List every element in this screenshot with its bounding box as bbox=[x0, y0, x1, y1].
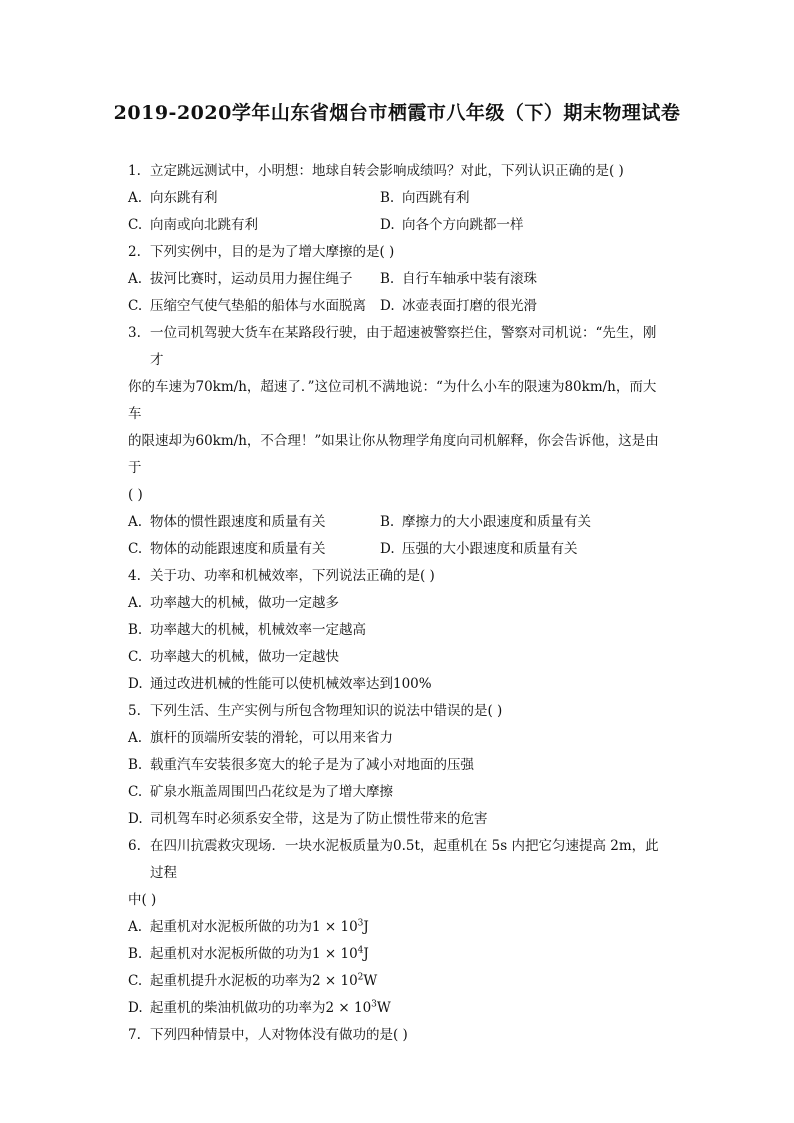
option-letter: D. bbox=[380, 298, 395, 314]
option-a bbox=[128, 266, 380, 293]
question-text-continued: 你的车速为70km/h，超速了．”这位司机不满地说：“为什么小车的限速为80km/h，而大车 bbox=[128, 379, 657, 422]
option-b bbox=[128, 617, 668, 644]
option-letter: B. bbox=[380, 190, 395, 206]
question-stem bbox=[128, 1022, 668, 1049]
option-d bbox=[380, 293, 632, 320]
question-stem bbox=[128, 158, 668, 185]
question-stem bbox=[128, 239, 668, 266]
question-text: 下列四种情景中，人对物体没有做功的是( ) bbox=[150, 1027, 408, 1043]
option-text: 压强的大小跟速度和质量有关 bbox=[402, 541, 578, 557]
option-a bbox=[128, 185, 380, 212]
option-a bbox=[128, 509, 380, 536]
option-text: 向东跳有利 bbox=[150, 190, 218, 206]
option-letter: C. bbox=[128, 298, 143, 314]
options-row bbox=[128, 968, 668, 995]
option-text: 功率越大的机械，做功一定越多 bbox=[150, 595, 339, 611]
option-letter: D. bbox=[128, 811, 143, 827]
question-text-continued: 中( ) bbox=[128, 892, 157, 908]
unit: W bbox=[363, 973, 378, 989]
option-text: 司机驾车时必须系安全带，这是为了防止惯性带来的危害 bbox=[150, 811, 488, 827]
option-d bbox=[380, 536, 632, 563]
question-stem bbox=[128, 320, 668, 374]
question-list bbox=[128, 158, 668, 1049]
option-letter: D. bbox=[380, 541, 395, 557]
question-text: 一位司机驾驶大货车在某路段行驶，由于超速被警察拦住，警察对司机说：“先生，刚才 bbox=[150, 325, 657, 368]
option-d bbox=[128, 806, 668, 833]
question-number: 5. bbox=[128, 703, 141, 719]
question-text-continued: ( ) bbox=[128, 487, 143, 503]
option-text bbox=[150, 914, 369, 941]
option-text-main: 起重机对水泥板所做的功为1 × 10 bbox=[150, 946, 358, 962]
exponent: 3 bbox=[357, 918, 364, 929]
option-c bbox=[128, 644, 668, 671]
unit: W bbox=[376, 1000, 391, 1016]
question-stem bbox=[128, 833, 668, 887]
question-number: 2. bbox=[128, 244, 141, 260]
options-row bbox=[128, 914, 668, 941]
question-text: 在四川抗震救灾现场．一块水泥板质量为0.5t，起重机在 5s 内把它匀速提高 2m，此过程 bbox=[150, 838, 659, 881]
option-letter: C. bbox=[128, 784, 143, 800]
exponent: 4 bbox=[357, 945, 364, 956]
option-b bbox=[380, 266, 632, 293]
options-row bbox=[128, 509, 668, 536]
exponent: 3 bbox=[371, 999, 377, 1010]
option-letter: A. bbox=[128, 190, 143, 206]
options-row bbox=[128, 725, 668, 752]
option-text: 旗杆的顶端所安装的滑轮，可以用来省力 bbox=[150, 730, 393, 746]
option-text: 功率越大的机械，机械效率一定越高 bbox=[150, 622, 366, 638]
option-c bbox=[128, 536, 380, 563]
question-text: 下列生活、生产实例与所包含物理知识的说法中错误的是( ) bbox=[150, 703, 503, 719]
question-4 bbox=[128, 563, 668, 698]
question-number: 7. bbox=[128, 1027, 141, 1043]
option-letter: C. bbox=[128, 217, 143, 233]
options-row bbox=[128, 590, 668, 617]
question-2 bbox=[128, 239, 668, 320]
option-letter: A. bbox=[128, 514, 143, 530]
option-text bbox=[150, 995, 391, 1022]
unit: J bbox=[363, 946, 369, 962]
option-text-main: 起重机的柴油机做功的功率为2 × 10 bbox=[150, 1000, 372, 1016]
option-letter: D. bbox=[380, 217, 395, 233]
option-text bbox=[150, 968, 377, 995]
options-row bbox=[128, 293, 668, 320]
exam-title: 2019-2020学年山东省烟台市栖霞市八年级（下）期末物理试卷 bbox=[113, 102, 681, 124]
options-row bbox=[128, 995, 668, 1022]
unit: J bbox=[363, 919, 369, 935]
option-text: 向各个方向跳都一样 bbox=[402, 217, 524, 233]
options-row bbox=[128, 617, 668, 644]
options-row bbox=[128, 941, 668, 968]
question-7 bbox=[128, 1022, 668, 1049]
option-c bbox=[128, 212, 380, 239]
option-letter: D. bbox=[128, 1000, 143, 1016]
options-row bbox=[128, 212, 668, 239]
question-stem bbox=[128, 563, 668, 590]
question-number: 3. bbox=[128, 325, 141, 341]
option-c bbox=[128, 968, 668, 995]
option-b bbox=[380, 509, 632, 536]
option-c bbox=[128, 779, 668, 806]
option-letter: B. bbox=[380, 271, 395, 287]
option-text-main: 起重机对水泥板所做的功为1 × 10 bbox=[150, 919, 358, 935]
option-b bbox=[128, 941, 668, 968]
option-text: 摩擦力的大小跟速度和质量有关 bbox=[402, 514, 591, 530]
question-text: 立定跳远测试中，小明想：地球自转会影响成绩吗？对此，下列认识正确的是( ) bbox=[150, 163, 624, 179]
option-text: 向南或向北跳有利 bbox=[150, 217, 258, 233]
question-3 bbox=[128, 320, 668, 563]
option-text: 通过改进机械的性能可以使机械效率达到100% bbox=[150, 676, 432, 692]
option-d bbox=[128, 995, 668, 1022]
options-row bbox=[128, 185, 668, 212]
option-letter: C. bbox=[128, 541, 143, 557]
option-d bbox=[380, 212, 632, 239]
question-number: 1. bbox=[128, 163, 141, 179]
option-letter: B. bbox=[128, 946, 143, 962]
option-letter: A. bbox=[128, 730, 143, 746]
options-row bbox=[128, 644, 668, 671]
question-6 bbox=[128, 833, 668, 1022]
option-text: 载重汽车安装很多宽大的轮子是为了减小对地面的压强 bbox=[150, 757, 474, 773]
option-text: 矿泉水瓶盖周围凹凸花纹是为了增大摩擦 bbox=[150, 784, 393, 800]
option-b bbox=[380, 185, 632, 212]
question-5 bbox=[128, 698, 668, 833]
option-text: 功率越大的机械，做功一定越快 bbox=[150, 649, 339, 665]
option-letter: B. bbox=[380, 514, 395, 530]
option-b bbox=[128, 752, 668, 779]
question-1 bbox=[128, 158, 668, 239]
options-row bbox=[128, 266, 668, 293]
option-text: 压缩空气使气垫船的船体与水面脱离 bbox=[150, 298, 366, 314]
option-letter: C. bbox=[128, 649, 143, 665]
option-text bbox=[150, 941, 369, 968]
option-a bbox=[128, 725, 668, 752]
options-row bbox=[128, 752, 668, 779]
option-letter: A. bbox=[128, 271, 143, 287]
option-letter: A. bbox=[128, 595, 143, 611]
question-text: 关于功、功率和机械效率，下列说法正确的是( ) bbox=[150, 568, 435, 584]
option-letter: A. bbox=[128, 919, 143, 935]
option-letter: D. bbox=[128, 676, 143, 692]
option-d bbox=[128, 671, 668, 698]
option-text: 向西跳有利 bbox=[402, 190, 470, 206]
option-letter: B. bbox=[128, 757, 143, 773]
question-number: 6. bbox=[128, 838, 141, 854]
option-text-main: 起重机提升水泥板的功率为2 × 10 bbox=[150, 973, 358, 989]
options-row bbox=[128, 779, 668, 806]
option-text: 拔河比赛时，运动员用力握住绳子 bbox=[150, 271, 353, 287]
option-letter: C. bbox=[128, 973, 143, 989]
option-a bbox=[128, 590, 668, 617]
option-c bbox=[128, 293, 380, 320]
question-text-continued: 的限速却为60km/h，不合理！”如果让你从物理学角度向司机解释，你会告诉他，这是由于 bbox=[128, 433, 659, 476]
options-row bbox=[128, 536, 668, 563]
exponent: 2 bbox=[357, 972, 364, 983]
option-text: 冰壶表面打磨的很光滑 bbox=[402, 298, 537, 314]
options-row bbox=[128, 671, 668, 698]
question-number: 4. bbox=[128, 568, 141, 584]
options-row bbox=[128, 806, 668, 833]
question-text: 下列实例中，目的是为了增大摩擦的是( ) bbox=[150, 244, 395, 260]
option-text: 物体的动能跟速度和质量有关 bbox=[150, 541, 326, 557]
option-letter: B. bbox=[128, 622, 143, 638]
option-text: 自行车轴承中装有滚珠 bbox=[402, 271, 537, 287]
option-text: 物体的惯性跟速度和质量有关 bbox=[150, 514, 326, 530]
question-stem bbox=[128, 698, 668, 725]
option-a bbox=[128, 914, 668, 941]
